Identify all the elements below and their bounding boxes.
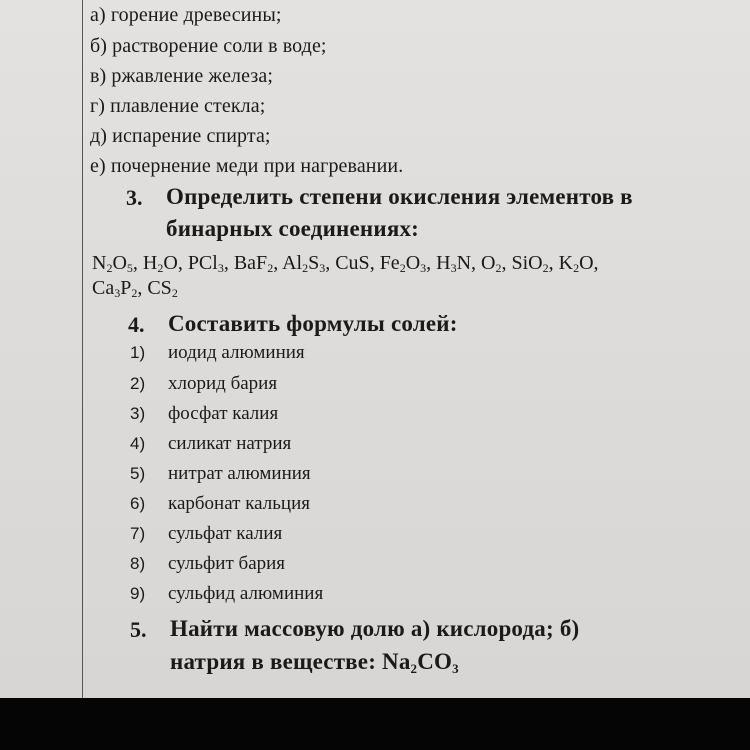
salt-item-5-text: нитрат алюминия <box>168 463 311 484</box>
question-5-line1: Найти массовую долю а) кислорода; б) <box>170 616 580 641</box>
formula-ca3p2: $Ca_3P_2$ <box>92 277 138 300</box>
salt-item-6-text: карбонат кальция <box>168 493 310 514</box>
question-3-line2: бинарных соединениях: <box>166 216 420 241</box>
question-5-sub2: 3 <box>452 661 459 676</box>
formula-n2o5: $N_2O_5$ <box>92 252 133 275</box>
formula-fe2o3: $Fe_2O_3$ <box>379 252 427 275</box>
salt-item-3-number: 3) <box>130 404 146 423</box>
salt-item-7-number: 7) <box>130 524 146 543</box>
salt-item-7-text: сульфат калия <box>168 523 283 544</box>
formula-al2s3: $Al_2S_3$ <box>282 252 326 275</box>
formula-cs2: $CS_2$ <box>147 277 178 300</box>
salt-item-6-number: 6) <box>130 494 146 513</box>
question-4-number: 4. <box>128 312 145 337</box>
formula-baf2: BaF$_2$ <box>233 252 274 275</box>
question-3-number: 3. <box>126 185 143 210</box>
option-c: в) ржавление железа; <box>90 65 273 87</box>
formula-h2o: $H_2O$ <box>142 252 178 275</box>
question-4-title: Составить формулы солей: <box>168 311 458 336</box>
question-5-line2 <box>170 649 459 677</box>
salt-item-4-number: 4) <box>130 434 146 453</box>
formula-list-line2: $Ca_3P_2$, $CS_2$ <box>92 277 178 300</box>
salt-item-1-text: иодид алюминия <box>168 342 305 363</box>
salt-item-4-text: силикат натрия <box>168 433 292 454</box>
salt-item-8-text: сульфит бария <box>168 553 286 574</box>
question-5-sub1: 2 <box>410 661 418 676</box>
option-f: е) почернение меди при нагревании. <box>90 155 404 177</box>
formula-sio2: SiO$_2$ <box>511 252 549 275</box>
formula-cus: CuS <box>335 252 370 274</box>
option-a: а) горение древесины; <box>90 4 282 26</box>
formula-h3n: $H_3N$ <box>436 252 472 275</box>
salt-item-2-number: 2) <box>130 374 146 393</box>
salt-item-3-text: фосфат калия <box>168 403 279 424</box>
option-b: б) растворение соли в воде; <box>90 35 327 57</box>
question-3-line1: Определить степени окисления элементов в <box>166 184 633 209</box>
salt-item-9-text: сульфид алюминия <box>168 583 324 604</box>
option-d: г) плавление стекла; <box>90 95 266 117</box>
question-5-line2-formula: CO <box>417 649 453 674</box>
formula-pcl3: PCl$_3$ <box>187 252 224 275</box>
question-5-line2-text: натрия в веществе: Na <box>170 649 411 674</box>
option-e: д) испарение спирта; <box>90 125 271 147</box>
formula-k2o: $K_2O$ <box>558 252 594 275</box>
salt-item-9-number: 9) <box>130 584 146 603</box>
salt-item-1-number: 1) <box>130 343 146 362</box>
salt-item-8-number: 8) <box>130 554 146 573</box>
bottom-dark-band <box>0 698 750 750</box>
formula-o2: $O_2$ <box>481 252 502 275</box>
salt-item-2-text: хлорид бария <box>168 373 278 394</box>
salt-item-5-number: 5) <box>130 464 146 483</box>
question-5-number: 5. <box>130 617 147 642</box>
formula-list-line1: $N_2O_5$, $H_2O$, PCl$_3$, BaF$_2$, $Al_2S_3$, CuS, $Fe_2O_3$, $H_3N$, $O_2$, SiO$_2$, $K_2O$, <box>92 252 599 275</box>
